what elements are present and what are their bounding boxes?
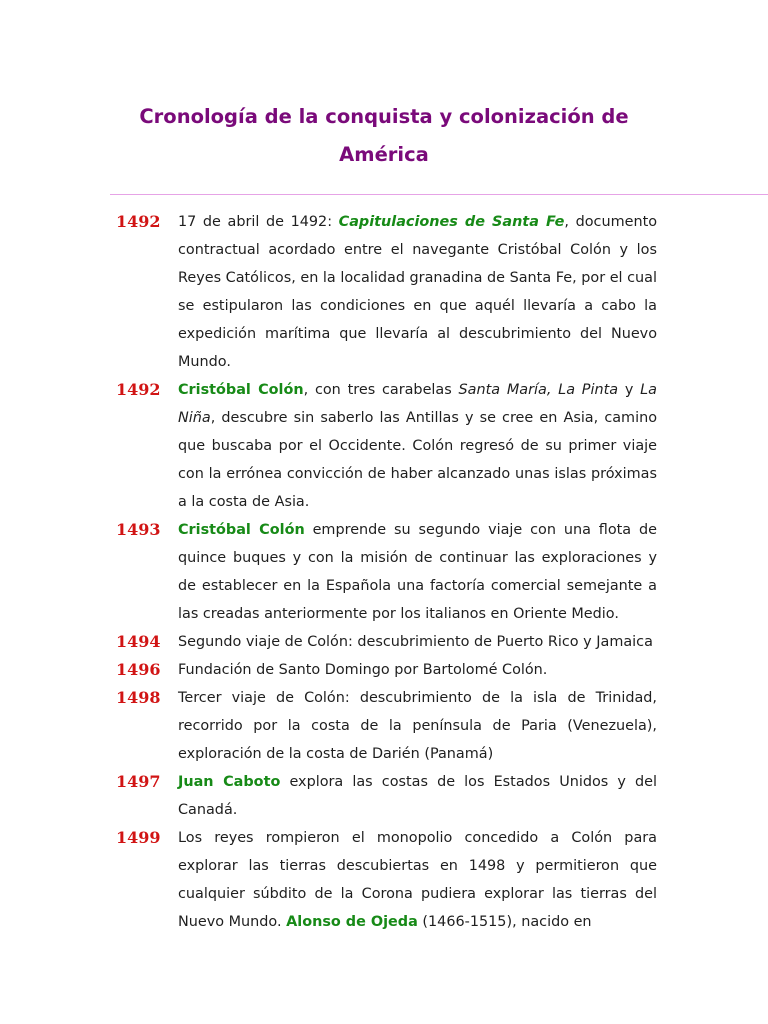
entry-text: Segundo viaje de Colón: descubrimiento de Puerto Rico y Jamaica [178,634,653,650]
entry-highlight-link[interactable]: Alonso de Ojeda [286,914,418,930]
entry-text [178,208,657,376]
entry-year: 1492 [116,212,161,231]
entry-text-part: emprende su segundo viaje con una flota de quince buques y con la misión de continuar las exploraciones y de establecer en la Española una factoría comercial semejante a las creadas anteriormente por los italianos en Oriente Medio. [178,522,657,622]
entry-highlight-link[interactable]: Cristóbal Colón [178,382,304,398]
chronology-entry [0,656,768,684]
chronology-list [0,208,768,936]
entry-year: 1499 [116,828,161,847]
entry-text: Tercer viaje de Colón: descubrimiento de la isla de Trinidad, recorrido por la costa de la península de Paria (Venezuela), exploración de la costa de Darién (Panamá) [178,690,657,762]
entry-italic-ships: Santa María, La Pinta [458,382,619,398]
entry-highlight-link[interactable]: Capitulaciones de Santa Fe [338,214,565,230]
entry-year: 1496 [116,660,161,679]
entry-text-part: , documento contractual acordado entre el navegante Cristóbal Colón y los Reyes Católicos, en la localidad granadina de Santa Fe, por el cual se estipularon las condiciones en que aquél llevaría a cabo la expedición marítima que llevaría al descubrimiento del Nuevo Mundo. [178,214,658,370]
entry-text: Fundación de Santo Domingo por Bartolomé Colón. [178,662,548,678]
page-title: Cronología de la conquista y colonización de América [139,105,629,166]
chronology-entry [0,376,768,516]
chronology-entry [0,684,768,768]
entry-italic-ship: La Niña [178,382,657,426]
title-divider [110,194,768,195]
entry-highlight-link[interactable]: Juan Caboto [178,774,281,790]
entry-text [178,768,657,824]
entry-text-part: y [618,382,641,398]
entry-text-part: Los reyes rompieron el monopolio concedido a Colón para explorar las tierras descubiertas en 1498 y permitieron que cualquier súbdito de la Corona pudiera explorar las tierras del Nuevo Mundo. [178,830,657,930]
entry-year: 1498 [116,688,161,707]
entry-highlight-link[interactable]: Cristóbal Colón [178,522,305,538]
entry-text-part: 17 de abril de 1492: [178,214,339,230]
chronology-entry [0,628,768,656]
entry-text-part: , descubre sin saberlo las Antillas y se cree en Asia, camino que buscaba por el Occidente. Colón regresó de su primer viaje con la errónea convicción de haber alcanzado unas islas próximas a la costa de Asia. [178,410,657,510]
entry-year: 1493 [116,520,161,539]
entry-year: 1497 [116,772,161,791]
entry-text-part: , con tres carabelas [303,382,459,398]
chronology-entry [0,824,768,936]
entry-year: 1494 [116,632,161,651]
entry-text [178,376,657,516]
entry-text [178,824,657,936]
chronology-entry [0,768,768,824]
entry-text [178,516,657,628]
entry-text-part: (1466-1515), nacido en [417,914,592,930]
chronology-entry [0,516,768,628]
chronology-entry [0,208,768,376]
entry-text-part: explora las costas de los Estados Unidos y del Canadá. [178,774,658,818]
entry-year: 1492 [116,380,161,399]
